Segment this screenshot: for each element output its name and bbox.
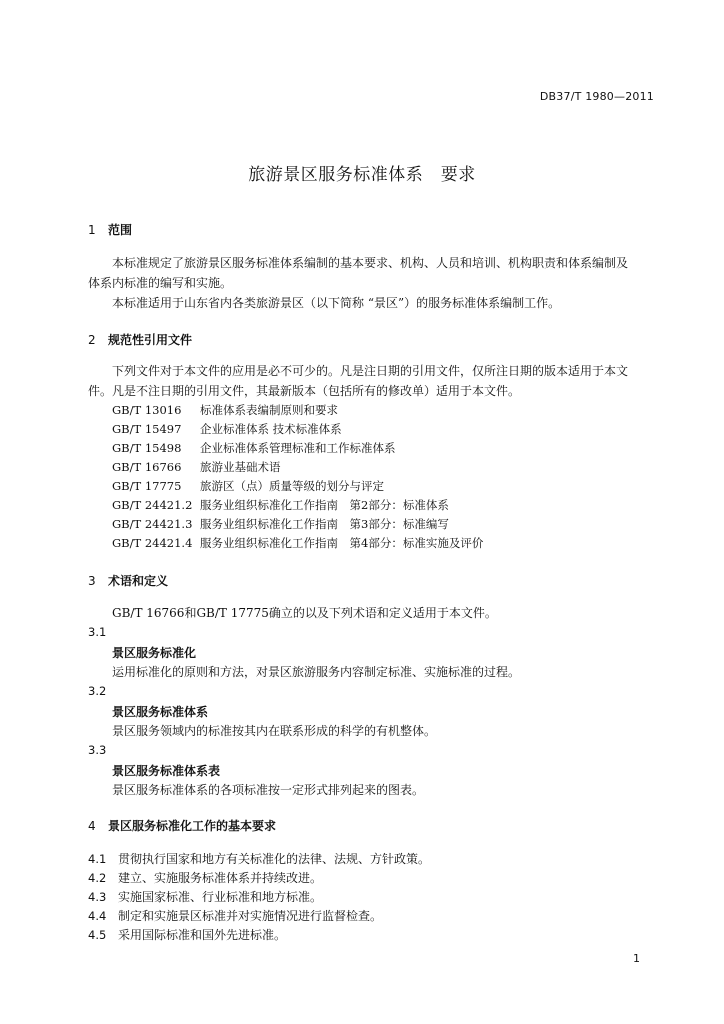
- item-number: 4.5: [88, 928, 107, 942]
- section-title: 规范性引用文件: [108, 333, 193, 347]
- reference-code: GB/T 24421.3: [112, 517, 193, 531]
- reference-title: 企业标准体系 技术标准体系: [200, 422, 342, 436]
- requirement-item: [88, 850, 430, 867]
- paragraph-line: 本标准适用于山东省内各类旅游景区（以下简称 “景区”）的服务标准体系编制工作。: [112, 296, 561, 310]
- section-title: 术语和定义: [108, 574, 169, 588]
- term-definition: 景区服务标准体系的各项标准按一定形式排列起来的图表。: [112, 783, 425, 797]
- reference-code: GB/T 16766: [112, 460, 182, 474]
- term-name: 景区服务标准化: [112, 646, 197, 660]
- section-number: 1: [88, 223, 96, 237]
- requirement-item: [88, 888, 322, 905]
- item-number: 4.2: [88, 871, 107, 885]
- term-number: 3.3: [88, 743, 107, 757]
- section-title: 范围: [108, 223, 133, 237]
- reference-code: GB/T 15497: [112, 422, 182, 436]
- section-number: 2: [88, 333, 96, 347]
- item-text: 实施国家标准、行业标准和地方标准。: [118, 890, 323, 904]
- section-2-heading: [88, 331, 192, 348]
- reference-item: [112, 459, 281, 475]
- reference-item: [112, 497, 449, 513]
- paragraph-line: GB/T 16766和GB/T 17775确立的以及下列术语和定义适用于本文件。: [112, 606, 497, 620]
- reference-title: 企业标准体系管理标准和工作标准体系: [200, 441, 396, 455]
- term-number: 3.2: [88, 684, 107, 698]
- reference-item: [112, 402, 338, 418]
- term-number: 3.1: [88, 625, 107, 639]
- reference-item: [112, 516, 449, 532]
- item-text: 贯彻执行国家和地方有关标准化的法律、法规、方针政策。: [118, 852, 431, 866]
- term-name: 景区服务标准体系: [112, 705, 209, 719]
- item-text: 建立、实施服务标准体系并持续改进。: [118, 871, 323, 885]
- reference-title: 旅游业基础术语: [200, 460, 281, 474]
- paragraph-line: 体系内标准的编写和实施。: [88, 276, 233, 290]
- reference-title: 服务业组织标准化工作指南 第2部分：标准体系: [200, 498, 449, 512]
- reference-title: 服务业组织标准化工作指南 第4部分：标准实施及评价: [200, 536, 484, 550]
- requirement-item: [88, 869, 322, 886]
- section-title: 景区服务标准化工作的基本要求: [108, 819, 277, 833]
- item-text: 制定和实施景区标准并对实施情况进行监督检查。: [118, 909, 383, 923]
- page-number: 1: [633, 952, 640, 965]
- term-name: 景区服务标准体系表: [112, 764, 221, 778]
- item-number: 4.3: [88, 890, 107, 904]
- section-1-heading: [88, 221, 132, 238]
- paragraph-line: 下列文件对于本文件的应用是必不可少的。凡是注日期的引用文件，仅所注日期的版本适用于本文: [112, 364, 629, 378]
- reference-item: [112, 440, 396, 456]
- reference-code: GB/T 13016: [112, 403, 182, 417]
- paragraph-line: 本标准规定了旅游景区服务标准体系编制的基本要求、机构、人员和培训、机构职责和体系编制及: [112, 256, 629, 270]
- reference-item: [112, 535, 483, 551]
- reference-item: [112, 421, 342, 437]
- reference-code: GB/T 17775: [112, 479, 182, 493]
- term-definition: 景区服务领域内的标准按其内在联系形成的科学的有机整体。: [112, 724, 437, 738]
- section-4-heading: [88, 817, 276, 834]
- section-number: 3: [88, 574, 96, 588]
- requirement-item: [88, 907, 382, 924]
- reference-code: GB/T 15498: [112, 441, 182, 455]
- reference-title: 标准体系表编制原则和要求: [200, 403, 338, 417]
- reference-title: 服务业组织标准化工作指南 第3部分：标准编写: [200, 517, 449, 531]
- section-number: 4: [88, 819, 96, 833]
- item-number: 4.1: [88, 852, 107, 866]
- item-text: 采用国际标准和国外先进标准。: [118, 928, 287, 942]
- reference-item: [112, 478, 384, 494]
- paragraph-line: 件。凡是不注日期的引用文件，其最新版本（包括所有的修改单）适用于本文件。: [88, 384, 521, 398]
- section-3-heading: [88, 572, 168, 589]
- term-definition: 运用标准化的原则和方法，对景区旅游服务内容制定标准、实施标准的过程。: [112, 665, 521, 679]
- requirement-item: [88, 926, 286, 943]
- reference-title: 旅游区（点）质量等级的划分与评定: [200, 479, 384, 493]
- document-title: 旅游景区服务标准体系 要求: [248, 165, 476, 185]
- item-number: 4.4: [88, 909, 107, 923]
- reference-code: GB/T 24421.4: [112, 536, 193, 550]
- standard-code: DB37/T 1980—2011: [539, 90, 654, 103]
- reference-code: GB/T 24421.2: [112, 498, 193, 512]
